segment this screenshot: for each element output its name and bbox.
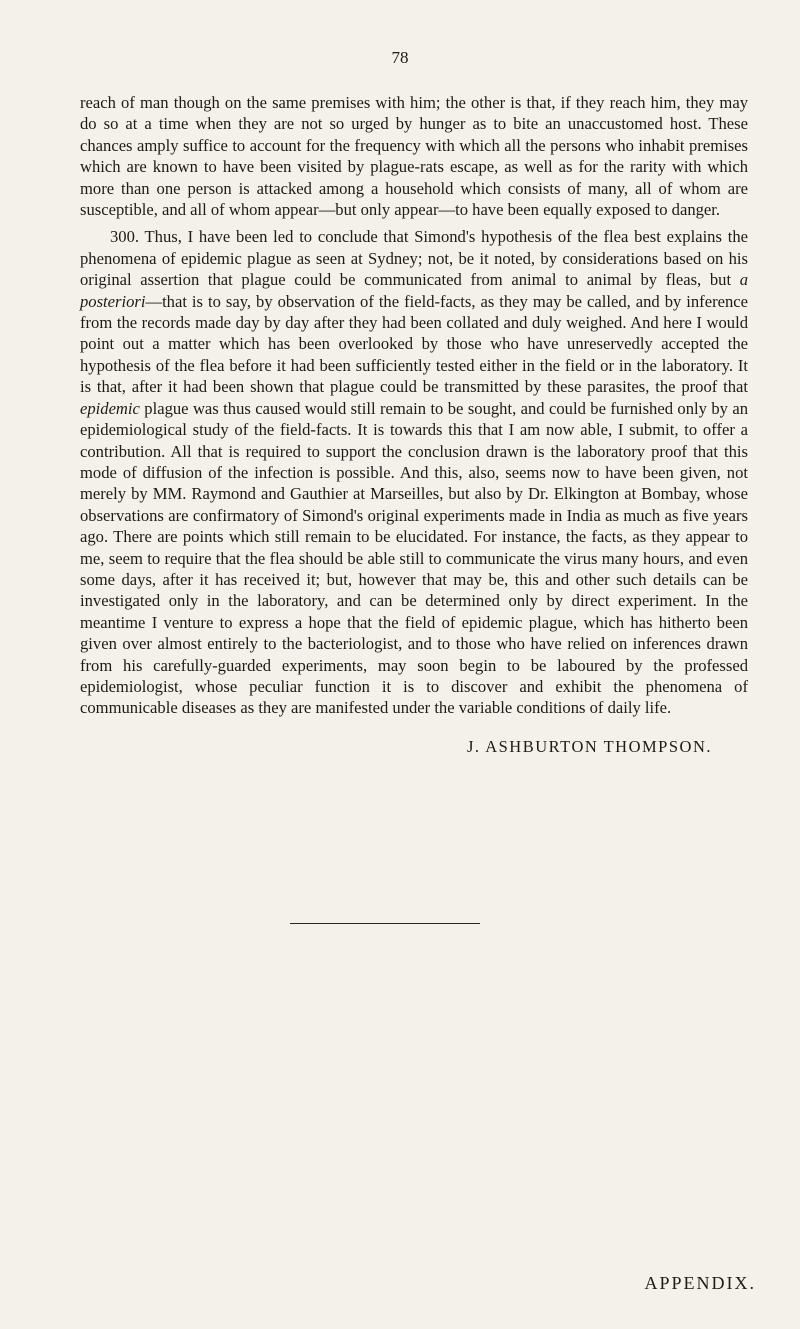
paragraph-2 xyxy=(80,226,748,718)
emphasis-a-posteriori: a posteriori xyxy=(80,270,748,311)
page-number: 78 xyxy=(391,48,409,67)
author-signature: J. ASHBURTON THOMPSON. xyxy=(466,737,712,756)
body-text xyxy=(80,92,748,725)
paragraph-2-part-b: —that is to say, by observation of the field-facts, as they may be called, and by inference from the records made day by day after they had been collated and duly weighed. And here I would point out a matter which has been overlooked by those who have unreservedly accepted the hypothesis of the flea before it had been sufficiently tested either in the field or in the laboratory. It is that, after it had been shown that plague could be transmitted by these parasites, the proof that xyxy=(80,291,748,397)
next-section-heading: APPENDIX. xyxy=(644,1273,756,1293)
paragraph-1: reach of man though on the same premises with him; the other is that, if they reach him, they may do so at a time when they are not so urged by hunger as to bite an unaccustomed host. These chances amply suffice to account for the frequency with which all the persons who inhabit premises which are known to have been visited by plague-rats escape, as well as for the rarity with which more than one person is attacked among a household which consists of many, all of whom are susceptible, and all of whom appear—but only appear—to have been equally exposed to danger. xyxy=(80,93,748,220)
paragraph-2-part-a: 300. Thus, I have been led to conclude that Simond's hypothesis of the flea best explains the phenomena of epidemic plague as seen at Sydney; not, be it noted, by considerations based on his original assertion that plague could be communicated from animal to animal by fleas, but xyxy=(80,227,748,290)
section-divider xyxy=(290,923,480,924)
emphasis-epidemic: epidemic xyxy=(80,398,140,418)
paragraph-2-part-c: plague was thus caused would still remain to be sought, and could be furnished only by an epidemiological study of the field-facts. It is towards this that I am now able, I submit, to offer a contribution. All that is required to support the conclusion drawn is the laboratory proof that this mode of diffusion of the infection is possible. And this, also, seems now to have been given, not merely by MM. Raymond and Gauthier at Marseilles, but also by Dr. Elkington at Bombay, whose observations are confirmatory of Simond's original experiments made in India as much as five years ago. There are points which still remain to be elucidated. For instance, the facts, as they appear to me, seem to require that the flea should be able still to communicate the virus many hours, and even some days, after it has received it; but, however that may be, this and other such details can be investigated only in the laboratory, and can be determined only by direct experiment. In the meantime I venture to express a hope that the field of epidemic plague, which has hitherto been given over almost entirely to the bacteriologist, and to those who have relied on inferences drawn from his carefully-guarded experiments, may soon begin to be laboured by the professed epidemiologist, whose peculiar function it is to discover and exhibit the phenomena of communicable diseases as they are manifested under the variable conditions of daily life. xyxy=(80,398,748,718)
